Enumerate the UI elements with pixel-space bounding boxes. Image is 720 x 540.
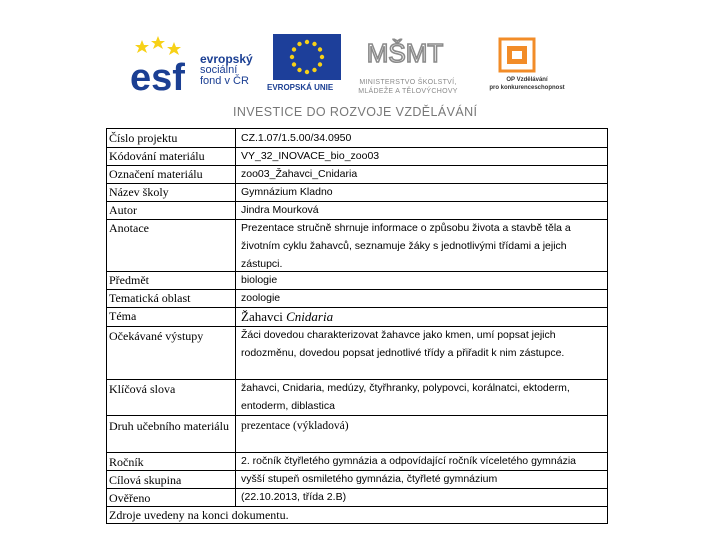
label-topic: Téma xyxy=(109,309,137,323)
topic-italic: Cnidaria xyxy=(286,309,334,324)
topic-plain: Žahavci xyxy=(241,309,287,324)
label-material-code: Kódování materiálu xyxy=(109,149,205,163)
msmt-line2: MLÁDEŽE A TĚLOVÝCHOVY xyxy=(358,88,458,95)
esf-logo xyxy=(128,34,258,104)
label-expected-outcomes: Očekávané výstupy xyxy=(109,329,204,343)
value-keywords: žahavci, Cnidaria, medúzy, čtyřhranky, polypovci, korálnatci, ektoderm, entoderm, diblastica xyxy=(241,382,570,412)
op-mark-icon xyxy=(497,36,537,74)
eu-label: EVROPSKÁ UNIE xyxy=(267,83,334,92)
label-project-number: Číslo projektu xyxy=(109,131,178,145)
eu-flag-icon xyxy=(273,34,341,80)
row-divider xyxy=(107,183,607,184)
value-topic xyxy=(241,308,333,327)
value-material-code: VY_32_INOVACE_bio_zoo03 xyxy=(241,150,380,162)
label-material-type: Druh učebního materiálu xyxy=(109,419,229,433)
label-grade: Ročník xyxy=(109,455,144,469)
material-info-table xyxy=(106,128,608,524)
value-school-name: Gymnázium Kladno xyxy=(241,186,333,198)
esf-line1: evropský xyxy=(200,52,253,66)
row-divider xyxy=(107,415,607,416)
row-divider xyxy=(107,201,607,202)
value-expected-outcomes: Žáci dovedou charakterizovat žahavce jako kmen, umí popsat jejich rodozměnu, dovedou popsat jednotlivé třídy a přiřadit k nim zástupce. xyxy=(241,329,565,359)
value-annotation: Prezentace stručně shrnuje informace o způsobu života a stavbě těla a životním cyklu žahavců, seznamuje žáky s jednotlivými třídami a jejich zástupci. xyxy=(241,222,571,270)
label-school-name: Název školy xyxy=(109,185,169,199)
op-line1: OP Vzdělávání xyxy=(506,77,548,83)
logo-banner xyxy=(125,28,595,128)
msmt-label xyxy=(343,78,473,96)
value-subject: biologie xyxy=(241,274,278,286)
tagline: INVESTICE DO ROZVOJE VZDĚLÁVÁNÍ xyxy=(233,105,478,119)
label-target-group: Cílová skupina xyxy=(109,473,182,487)
msmt-mark-text: MŠMT xyxy=(366,38,444,68)
msmt-logo xyxy=(343,32,473,112)
value-grade: 2. ročník čtyřletého gymnázia a odpovídající ročník víceletého gymnázia xyxy=(241,455,577,467)
label-verified: Ověřeno xyxy=(109,491,151,505)
eu-logo xyxy=(267,34,341,106)
value-material-type: prezentace (výkladová) xyxy=(241,420,349,432)
op-logo xyxy=(485,36,569,112)
label-subject: Předmět xyxy=(109,273,149,287)
value-project-number: CZ.1.07/1.5.00/34.0950 xyxy=(241,132,352,144)
esf-text xyxy=(200,54,253,87)
value-author: Jindra Mourková xyxy=(241,204,319,216)
msmt-line1: MINISTERSTVO ŠKOLSTVÍ, xyxy=(359,79,457,86)
value-thematic-area: zoologie xyxy=(241,292,281,304)
sources-note: Zdroje uvedeny na konci dokumentu. xyxy=(109,508,289,522)
value-verified: (22.10.2013, třída 2.B) xyxy=(241,491,347,503)
row-divider xyxy=(107,488,607,489)
column-divider xyxy=(235,129,236,506)
esf-line2: sociální xyxy=(200,64,238,76)
row-divider xyxy=(107,307,607,308)
row-divider xyxy=(107,506,607,507)
esf-line3: fond v ČR xyxy=(200,75,249,87)
value-material-designation: zoo03_Žahavci_Cnidaria xyxy=(241,168,358,180)
esf-mark-icon xyxy=(128,34,198,99)
op-label xyxy=(477,76,577,92)
row-divider xyxy=(107,289,607,290)
label-keywords: Klíčová slova xyxy=(109,382,176,396)
value-target-group: vyšší stupeň osmiletého gymnázia, čtyřleté gymnázium xyxy=(241,473,498,485)
op-line2: pro konkurenceschopnost xyxy=(489,85,565,91)
label-material-designation: Označení materiálu xyxy=(109,167,203,181)
label-annotation: Anotace xyxy=(109,221,149,235)
esf-mark-text: esf xyxy=(130,57,185,99)
label-author: Autor xyxy=(109,203,137,217)
msmt-mark-icon xyxy=(366,32,444,78)
label-thematic-area: Tematická oblast xyxy=(109,291,191,305)
